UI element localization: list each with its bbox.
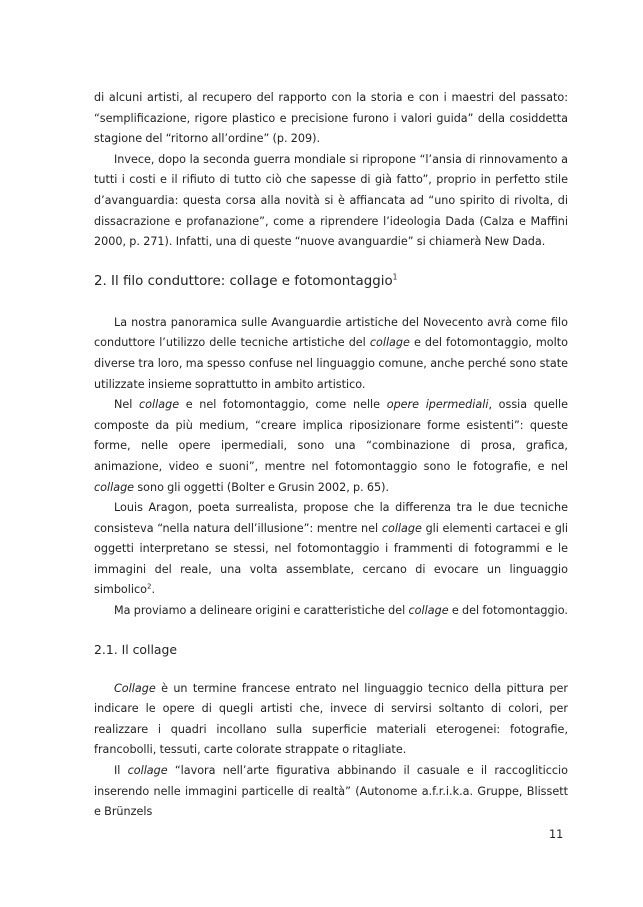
text-run: Il	[114, 764, 128, 778]
text-run: Nel	[114, 398, 140, 412]
italic-term: collage	[369, 336, 410, 350]
text-run: e nel fotomontaggio, come nelle	[179, 398, 387, 412]
paragraph-hypermedia	[94, 395, 568, 498]
text-run: e del fotomontaggio, molto diverse tra loro, ma spesso confuse nel linguaggio comune, anche perché sono state utilizzate insieme soprattutto in ambito artistico.	[94, 336, 568, 391]
footnote-ref-2[interactable]: 2	[147, 582, 152, 591]
paragraph-collage-definition	[94, 679, 568, 761]
paragraph-continued: di alcuni artisti, al recupero del rapporto con la storia e con i maestri del passato: “semplificazione, rigore plastico e precisione furono i valori guida” della cosiddetta stagione del “ritorno all’ordine” (p. 209).	[94, 91, 568, 146]
section-heading-2-1: 2.1. Il collage	[94, 641, 177, 657]
text-run: Ma proviamo a delineare origini e caratteristiche del	[114, 604, 409, 618]
italic-term: collage	[94, 480, 135, 494]
italic-term: collage	[408, 604, 449, 618]
text-run: è un termine francese entrato nel linguaggio tecnico della pittura per indicare le opere di quegli artisti che, invece di servirsi soltanto di colori, per realizzare i quadri incollano sulla superficie materiali eterogenei: fotografie, francobolli, tessuti, carte colorate strappate o ritagliate.	[94, 681, 568, 757]
text-run: , ossia quelle composte da più medium, “creare implica riposizionare forme esistenti”: queste forme, nelle opere ipermediali, sono una “combinazione di prosa, grafica, animazione, video e suoni”, mentre nel fotomontaggio sono le fotografie, e nel	[94, 398, 568, 473]
section-heading-2-text: 2. Il filo conduttore: collage e fotomontaggio	[94, 273, 393, 289]
text-run: “lavora nell’arte figurativa abbinando il casuale e il raccogliticcio inserendo nelle immagini particelle di realtà” (Autonome a.f.r.i.k.a. Gruppe, Blissett e Brünzels	[94, 764, 568, 819]
italic-term: Collage	[114, 681, 156, 695]
paragraph-collage-quote	[94, 761, 568, 823]
text-run: Louis Aragon, poeta surrealista, propose che la differenza tra le due tecniche consisteva “nella natura dell’illusione”: mentre nel	[94, 501, 568, 535]
text-run: sono gli oggetti (Bolter e Grusin 2002, p. 65).	[134, 480, 390, 494]
italic-term: opere ipermediali	[386, 398, 489, 412]
paragraph-outline	[94, 601, 568, 622]
text-run: .	[151, 583, 156, 597]
footnote-ref-1[interactable]: 1	[392, 272, 398, 282]
page-number: 11	[549, 828, 564, 841]
text-run: e del fotomontaggio.	[448, 604, 568, 618]
page-body	[94, 88, 568, 823]
italic-term: collage	[381, 521, 422, 535]
paragraph-postwar: Invece, dopo la seconda guerra mondiale si ripropone “l’ansia di rinnovamento a tutti i costi e il rifiuto di tutto ciò che sapesse di già fatto”, proprio in perfetto stile d’avanguardia: questa corsa alla novità si è affiancata ad “uno spirito di rivolta, di dissacrazione e profanazione”, come a riprendere l’ideologia Dada (Calza e Maffini 2000, p. 271). Infatti, una di queste “nuove avanguardie” si chiamerà New Dada.	[94, 152, 568, 249]
paragraph-overview	[94, 313, 568, 395]
paragraph-aragon	[94, 498, 568, 601]
text-run: gli elementi cartacei e gli oggetti interpretano se stessi, nel fotomontaggio i frammenti di fotogrammi e le immagini del reale, una volta assemblate, cercano di evocare un linguaggio simbolico	[94, 521, 569, 597]
italic-term: collage	[139, 398, 180, 412]
section-heading-2	[94, 273, 568, 291]
italic-term: collage	[127, 764, 168, 778]
text-run: La nostra panoramica sulle Avanguardie artistiche del Novecento avrà come filo conduttore l’utilizzo delle tecniche artistiche del	[94, 315, 568, 350]
